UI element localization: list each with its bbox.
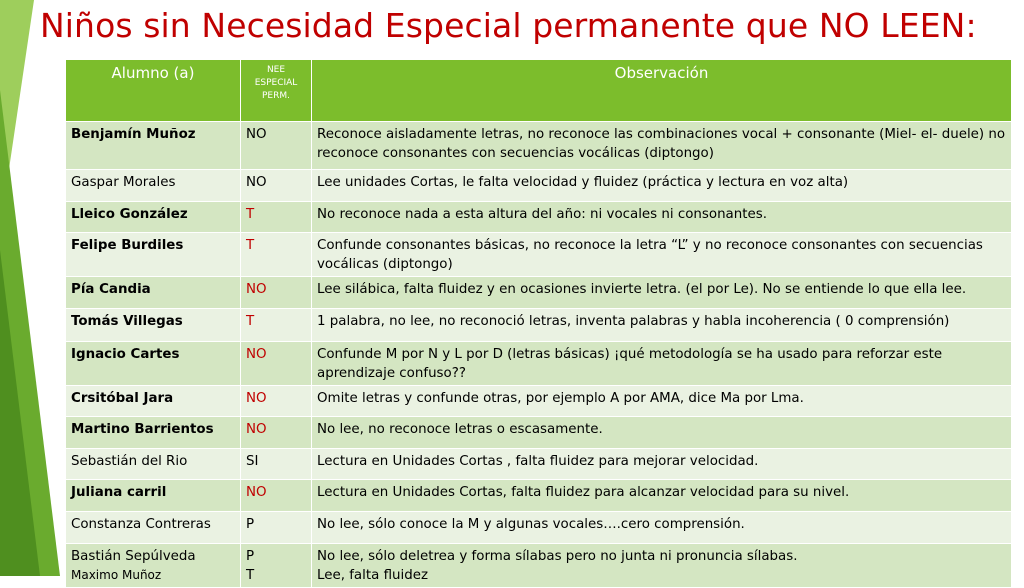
observation: Lee silábica, falta fluidez y en ocasiones invierte letra. (el por Le). No se entiende lo que ella lee. — [312, 277, 1012, 309]
student-name: Gaspar Morales — [66, 170, 241, 202]
table-row — [66, 342, 1012, 386]
student-name: Juliana carril — [66, 480, 241, 512]
nee-value: NO — [241, 122, 312, 170]
nee-value: T — [241, 309, 312, 342]
header-alumno: Alumno (a) — [66, 60, 241, 122]
observation: No lee, no reconoce letras o escasamente. — [312, 417, 1012, 449]
student-name: Ignacio Cartes — [66, 342, 241, 386]
table-row — [66, 202, 1012, 233]
observation: Omite letras y confunde otras, por ejemplo A por AMA, dice Ma por Lma. — [312, 386, 1012, 417]
observation: Lee unidades Cortas, le falta velocidad y fluidez (práctica y lectura en voz alta) — [312, 170, 1012, 202]
student-name: Crsitóbal Jara — [66, 386, 241, 417]
nee-value: NO — [241, 170, 312, 202]
header-nee: NEE ESPECIAL PERM. — [241, 60, 312, 122]
student-name: Sebastián del Rio — [66, 449, 241, 480]
nee-value: T — [241, 202, 312, 233]
student-name: Bastián Sepúlveda Maximo Muñoz — [66, 544, 241, 588]
observation: Confunde consonantes básicas, no reconoce la letra “L” y no reconoce consonantes con secuencias vocálicas (diptongo) — [312, 233, 1012, 277]
observation: Confunde M por N y L por D (letras básicas) ¡qué metodología se ha usado para reforzar este aprendizaje confuso?? — [312, 342, 1012, 386]
student-name: Pía Candia — [66, 277, 241, 309]
nee-value: NO — [241, 342, 312, 386]
nee-value: P T — [241, 544, 312, 588]
nee-value: NO — [241, 277, 312, 309]
decorative-green-shapes — [0, 0, 70, 576]
table-row — [66, 480, 1012, 512]
table-row — [66, 277, 1012, 309]
table-row — [66, 170, 1012, 202]
table-row — [66, 512, 1012, 544]
students-table — [65, 59, 1012, 588]
observation: No lee, sólo deletrea y forma sílabas pero no junta ni pronuncia sílabas. Lee, falta fluidez — [312, 544, 1012, 588]
table-row — [66, 544, 1012, 588]
student-name: Martino Barrientos — [66, 417, 241, 449]
student-name: Benjamín Muñoz — [66, 122, 241, 170]
observation: Reconoce aisladamente letras, no reconoce las combinaciones vocal + consonante (Miel- el- duele) no reconoce consonantes con secuencias vocálicas (diptongo) — [312, 122, 1012, 170]
nee-value: NO — [241, 417, 312, 449]
observation: Lectura en Unidades Cortas , falta fluidez para mejorar velocidad. — [312, 449, 1012, 480]
table-row — [66, 309, 1012, 342]
table-row — [66, 386, 1012, 417]
page-title: Niños sin Necesidad Especial permanente que NO LEEN: — [40, 6, 977, 45]
observation: No lee, sólo conoce la M y algunas vocales….cero comprensión. — [312, 512, 1012, 544]
nee-value: NO — [241, 386, 312, 417]
header-observacion: Observación — [312, 60, 1012, 122]
table-row — [66, 449, 1012, 480]
table-header-row — [66, 60, 1012, 122]
nee-value: P — [241, 512, 312, 544]
observation: No reconoce nada a esta altura del año: ni vocales ni consonantes. — [312, 202, 1012, 233]
table-row — [66, 233, 1012, 277]
observation: Lectura en Unidades Cortas, falta fluidez para alcanzar velocidad para su nivel. — [312, 480, 1012, 512]
student-name: Felipe Burdiles — [66, 233, 241, 277]
nee-value: NO — [241, 480, 312, 512]
student-name: Lleico González — [66, 202, 241, 233]
nee-value: SI — [241, 449, 312, 480]
table-row — [66, 417, 1012, 449]
nee-value: T — [241, 233, 312, 277]
student-name: Tomás Villegas — [66, 309, 241, 342]
observation: 1 palabra, no lee, no reconoció letras, inventa palabras y habla incoherencia ( 0 comprensión) — [312, 309, 1012, 342]
table-row — [66, 122, 1012, 170]
student-name: Constanza Contreras — [66, 512, 241, 544]
